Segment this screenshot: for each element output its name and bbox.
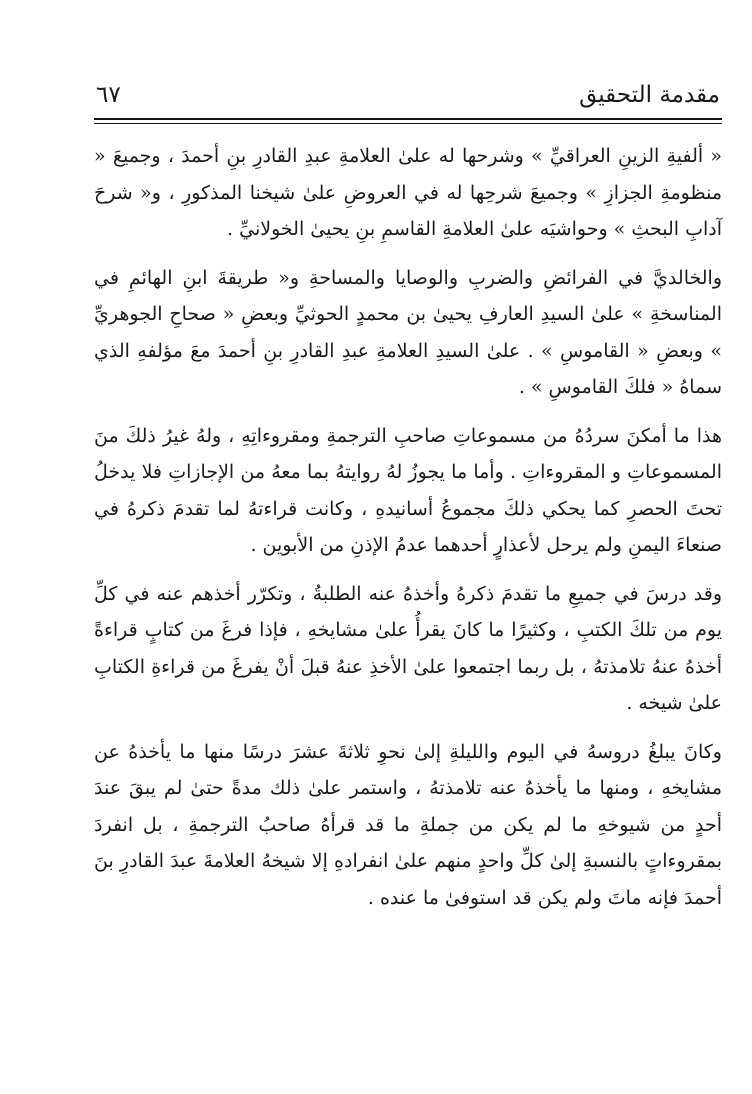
header-title: مقدمة التحقيق [579, 82, 720, 108]
paragraph: والخالديَّ في الفرائضِ والضربِ والوصايا والمساحةِ و« طريقةَ ابنِ الهائمِ في المناسخةِ » علىٰ السيدِ العارفِ يحيىٰ بن محمدٍ الحوثيِّ وبعضِ « صحاحِ الجوهريِّ » وبعضِ « القاموسِ » . علىٰ السيدِ العلامةِ عبدِ القادرِ بنِ أحمدَ معَ مؤلفهِ الذي سماهُ « فلكَ القاموسِ » . [94, 266, 722, 398]
paragraph: هذا ما أمكنَ سردُهُ من مسموعاتِ صاحبِ الترجمةِ ومقروءاتِهِ ، ولهُ غيرُ ذلكَ منَ المسموعاتِ و المقروءاتِ . وأما ما يجوزُ لهُ روايتهُ بما معهُ من الإجازاتِ فلا يدخلُ تحتَ الحصرِ كما يحكي ذلكَ مجموعُ أسانيدهِ ، وكانت قراءتهُ لما تقدمَ ذكرهُ في صنعاءَ اليمنِ ولم يرحل لأعذارٍ أحدهما عدمُ الإذنِ من الأبوين . [94, 424, 722, 556]
paragraph: وكانَ يبلغُ دروسهُ في اليوم والليلةِ إلىٰ نحوِ ثلاثةَ عشرَ درسًا منها ما يأخذهُ عن مشايخهِ ، ومنها ما يأخذهُ عنه تلامذتهُ ، واستمر علىٰ ذلك مدةً حتىٰ لم يبقَ عندَ أحدٍ من شيوخهِ ما لم يكن من جملةِ ما قد قرأهُ صاحبُ الترجمةِ ، بل انفردَ بمقروءاتٍ بالنسبةِ إلىٰ كلِّ واحدٍ منهم علىٰ انفرادهِ إلا شيخهُ العلامةَ عبدَ القادرِ بنَ أحمدَ فإنه ماتَ ولم يكن قد استوفىٰ ما عنده . [94, 740, 722, 909]
body-text [94, 138, 722, 928]
header-rule-thin [94, 123, 722, 124]
header-rule [94, 118, 722, 120]
paragraph: وقد درسَ في جميعِ ما تقدمَ ذكرهُ وأخذهُ عنه الطلبةُ ، وتكرّر أخذهم عنه في كلِّ يوم من تلكَ الكتبِ ، وكثيرًا ما كانَ يقرأُ علىٰ مشايخهِ ، فإذا فرغَ من كتابٍ قراءةً أخذهُ عنهُ تلامذتهُ ، بل ربما اجتمعوا علىٰ الأخذِ عنهُ قبلَ أنْ يفرغَ من قراءةِ الكتابِ علىٰ شيخه . [94, 582, 722, 714]
running-header [96, 80, 720, 116]
paragraph: « ألفيةِ الزينِ العراقيِّ » وشرحها له علىٰ العلامةِ عبدِ القادرِ بنِ أحمدَ ، وجميعَ « منظومةِ الجزازِ » وجميعَ شرحِها له في العروضِ علىٰ شيخنا المذكورِ ، و« شرحَ آدابِ البحثِ » وحواشيَه علىٰ العلامةِ القاسمِ بنِ يحيىٰ الخولانيِّ . [94, 145, 722, 240]
page-number: ٦٧ [96, 82, 121, 108]
